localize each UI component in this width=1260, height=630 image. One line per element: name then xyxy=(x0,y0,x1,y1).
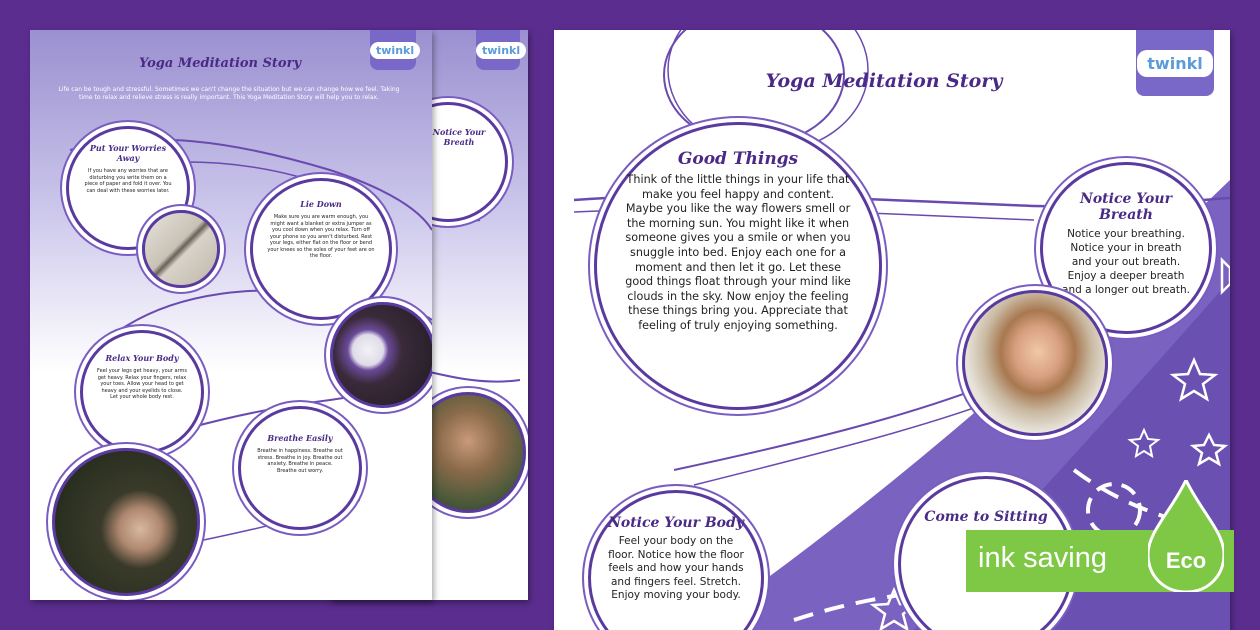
section-body: Feel your legs get heavy, your arms get heavy. Relax your fingers, relax your toes. Allow your head to get heavy and your eyelids to close. Let your whole body rest. xyxy=(97,368,187,400)
section-heading: Relax Your Body xyxy=(105,353,179,363)
page-title: Yoga Meditation Story xyxy=(765,70,1003,92)
section-body: Notice your breathing. Notice your in breath and your out breath. Enjoy a deeper breath and a longer out breath. xyxy=(1062,228,1190,296)
ink-saving-label: ink saving xyxy=(978,542,1107,574)
ink-saving-badge xyxy=(966,530,1234,592)
good-things-circle xyxy=(594,122,882,410)
twinkl-logo: twinkl xyxy=(1136,30,1214,96)
section-heading: Notice Your Body xyxy=(608,515,744,531)
intro-text: Life can be tough and stressful. Sometimes we can't change the situation but we can change how we feel. Taking time to relax and relieve stress is really important. This Yoga Meditation Story will help you to relax. xyxy=(58,86,400,101)
section-body: If you have any worries that are disturbing you write them on a piece of paper and fold it over. You can deal with these worries later. xyxy=(84,168,172,194)
section-body: Think of the little things in your life that make you feel happy and content. Maybe you like the way flowers smell or the morning sun. You might like it when someone gives you a smile or when you snuggle into bed. Enjoy each one for a moment and then let it go. Let these good things float through your mind like clouds in the sky. Now enjoy the feeling these things bring you. Appreciate that feeling of truly enjoying something. xyxy=(625,173,851,332)
eco-drop-icon xyxy=(1148,480,1224,592)
page-one-preview xyxy=(30,30,432,600)
photo-woman-eye-mask xyxy=(330,302,432,408)
section-body: Breathe in happiness. Breathe out stress. Breathe in joy. Breathe out anxiety. Breathe in peace. Breathe out worry. xyxy=(257,448,343,474)
photo-woman-meditating xyxy=(962,290,1108,436)
photo-writing-hand xyxy=(142,210,220,288)
lie-down-circle xyxy=(250,178,392,320)
breathe-easily-circle xyxy=(238,406,362,530)
relax-body-circle xyxy=(80,330,204,454)
photo-feet-on-grass xyxy=(52,448,200,596)
section-heading: Notice Your Breath xyxy=(432,127,486,147)
section-body: Make sure you are warm enough, you might want a blanket or extra jumper as you cool down when you relax. Turn off your phone so you aren't disturbed. Rest your legs, either flat on the floor or bend your knees so the soles of your feet are on the floor. xyxy=(267,214,375,259)
section-heading: Lie Down xyxy=(300,199,342,209)
section-heading: Notice Your Breath xyxy=(1080,191,1172,223)
twinkl-logo: twinkl xyxy=(370,30,416,70)
section-heading: Come to Sitting xyxy=(924,509,1048,525)
page-title: Yoga Meditation Story xyxy=(138,56,302,71)
eco-label: Eco xyxy=(1165,548,1207,573)
section-heading: Breathe Easily xyxy=(267,433,333,443)
twinkl-logo: twinkl xyxy=(476,30,520,70)
section-heading: Put Your Worries Away xyxy=(89,143,167,163)
section-heading: Good Things xyxy=(677,149,799,169)
section-body: Feel your body on the floor. Notice how the floor feels and how your hands and fingers feel. Stretch. Enjoy moving your body. xyxy=(608,535,744,601)
